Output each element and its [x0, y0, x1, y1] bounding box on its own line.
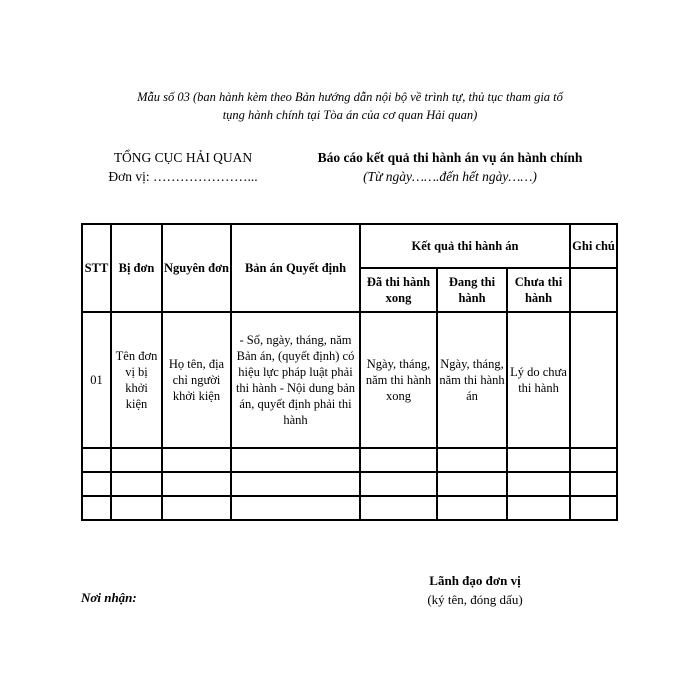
signature-note: (ký tên, đóng dấu) [427, 592, 523, 607]
table-row [82, 312, 617, 448]
empty-cell [360, 472, 437, 496]
empty-cell [111, 448, 162, 472]
empty-cell [437, 472, 507, 496]
agency-name: TỔNG CỤC HẢI QUAN [113, 150, 253, 165]
header-in-progress: Đang thi hành [437, 268, 507, 312]
header-stt: STT [82, 224, 111, 312]
empty-cell [111, 496, 162, 520]
header-note-sub [570, 268, 617, 312]
cell-done: Ngày, tháng, năm thi hành xong [360, 312, 437, 448]
empty-cell [570, 448, 617, 472]
empty-cell [507, 496, 570, 520]
form-intro-line1: Mẫu số 03 (ban hành kèm theo Bản hướng dẫn nội bộ về trình tự, thủ tục tham gia tố [137, 90, 563, 104]
empty-cell [360, 496, 437, 520]
header-plaintiff: Nguyên đơn [162, 224, 231, 312]
recipient-label: Nơi nhận: [81, 590, 137, 605]
report-title: Báo cáo kết quả thi hành án vụ án hành chính [317, 150, 583, 165]
table-header-row [82, 224, 617, 268]
signature-block [400, 571, 550, 609]
empty-cell [437, 496, 507, 520]
header-done: Đã thi hành xong [360, 268, 437, 312]
agency-block [88, 148, 278, 186]
cell-note [570, 312, 617, 448]
report-period: (Từ ngày…….đến hết ngày……) [363, 169, 537, 184]
result-table [81, 223, 618, 521]
header-judgment: Bản án Quyết định [231, 224, 360, 312]
empty-cell [162, 472, 231, 496]
header-result: Kết quả thi hành án [360, 224, 570, 268]
empty-cell [82, 472, 111, 496]
report-heading [290, 148, 610, 186]
empty-cell [570, 472, 617, 496]
header-not-done: Chưa thi hành [507, 268, 570, 312]
header-defendant: Bị đơn [111, 224, 162, 312]
empty-cell [231, 448, 360, 472]
header-note: Ghi chú [570, 224, 617, 268]
cell-not-done: Lý do chưa thi hành [507, 312, 570, 448]
empty-cell [111, 472, 162, 496]
empty-cell [507, 472, 570, 496]
cell-defendant: Tên đơn vị bị khởi kiện [111, 312, 162, 448]
table-row-empty [82, 496, 617, 520]
form-intro-line2: tụng hành chính tại Tòa án của cơ quan Hải quan) [222, 108, 478, 122]
empty-cell [162, 448, 231, 472]
empty-cell [570, 496, 617, 520]
cell-judgment: - Số, ngày, tháng, năm Bản án, (quyết định) có hiệu lực pháp luật phải thi hành - Nội dung bản án, quyết định phải thi hành [231, 312, 360, 448]
empty-cell [162, 496, 231, 520]
empty-cell [507, 448, 570, 472]
form-intro [90, 88, 610, 124]
unit-line: Đơn vị: …………………... [108, 169, 258, 184]
table-row-empty [82, 472, 617, 496]
empty-cell [231, 496, 360, 520]
empty-cell [82, 496, 111, 520]
empty-cell [231, 472, 360, 496]
cell-stt: 01 [82, 312, 111, 448]
empty-cell [82, 448, 111, 472]
empty-cell [360, 448, 437, 472]
empty-cell [437, 448, 507, 472]
table-row-empty [82, 448, 617, 472]
leader-title: Lãnh đạo đơn vị [429, 573, 521, 588]
cell-plaintiff: Họ tên, địa chỉ người khởi kiện [162, 312, 231, 448]
cell-in-progress: Ngày, tháng, năm thi hành án [437, 312, 507, 448]
